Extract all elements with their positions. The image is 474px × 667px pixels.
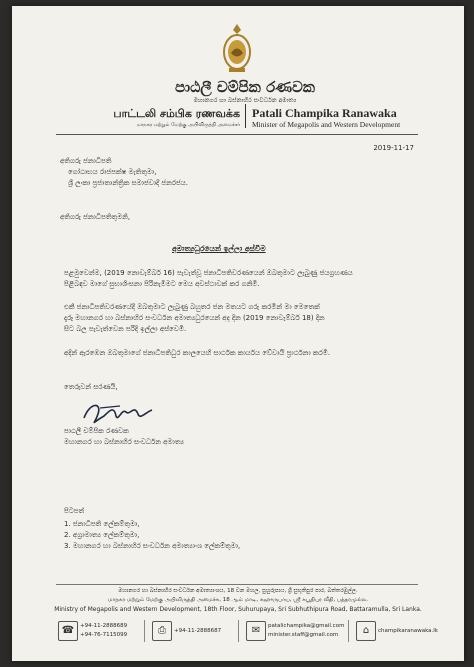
copy-recipient: 2. අග්‍රාමාත්‍ය ලේකම්තුමා, xyxy=(64,531,140,539)
paragraph-line: අදින් ඇරඹෙන ඔබතුමාගේ ජනාධිපතිධුර කාලයෙහි සාර්ථක කාර්යය වේවායි ප්‍රාර්ථනා කරමි. xyxy=(64,349,331,357)
addressee-line: අතිගරු ජනාධිපති xyxy=(60,157,112,165)
paragraph-line: පිළිබඳව මාගේ සුභාශිංසනා පිරිනැමීමට මෙය අවස්ථාවක් කර ගනිමි. xyxy=(64,280,260,288)
footer-rule xyxy=(56,584,418,585)
national-emblem-icon xyxy=(222,22,252,74)
website-icon: ⌂ xyxy=(356,621,376,641)
contact-divider xyxy=(348,620,349,642)
phone-number: +94-11-2888689 xyxy=(80,623,128,629)
paragraph-line: පළමුවෙන්ම, (2019 නොවැම්බර් 16) පැවැත්වූ ජනාධිපතිවරණයෙන් ඔබතුමාට ලැබුණු ජයග්‍රහණය xyxy=(64,269,353,277)
letterhead-title-english: Minister of Megapolis and Western Development xyxy=(252,120,401,129)
copies-label: පිටපත් xyxy=(64,507,85,515)
fax-icon: ⎙ xyxy=(152,621,172,641)
letter-page xyxy=(12,6,464,661)
letterhead-divider xyxy=(245,104,246,128)
salutation: අතිගරු ජනාධිපතිතුමනි, xyxy=(60,213,131,221)
copy-recipient: 1. ජනාධිපති ලේකම්තුමා, xyxy=(64,520,140,528)
letterhead-title-tamil: மாநகர மற்றும் மேற்கு அபிவிருத்தி அமைச்சர் xyxy=(136,122,240,128)
mobile-number: +94-76-7115099 xyxy=(80,632,128,638)
letterhead-name-tamil: பாட்டலி சம்பிக ரணவக்க xyxy=(113,107,240,120)
footer-contacts xyxy=(58,618,438,644)
footer-address-tamil: மாநகர மற்றும் மேற்கு அபிவிருத்தி அமைச்சு, 18 ஆம் மாடி, சுஹுருபாய, ஸ்ரீ சுபூதிபுர வீதி, பத்தரமுல்ல. xyxy=(108,597,368,603)
email-address: minister.staff@gmail.com xyxy=(268,632,339,638)
closing: තෙරුවන් සරණයි, xyxy=(64,383,118,391)
paragraph-line: සිට බල පැවැත්වෙන පරිදි ඉල්ලා අස්වෙමි. xyxy=(64,325,187,333)
signatory-name: පාඨලී චම්පික රණවක xyxy=(64,427,129,435)
phone-icon: ☎ xyxy=(58,621,78,641)
signature xyxy=(80,398,170,428)
contact-divider xyxy=(144,620,145,642)
fax-number: +94-11-2888687 xyxy=(174,628,222,634)
email-icon: ✉ xyxy=(246,621,266,641)
signatory-title: මහානගර හා බස්නාහිර සංවර්ධන අමාත්‍ය xyxy=(64,438,184,446)
addressee-line: ශ්‍රී ලංකා ප්‍රජාතාන්ත්‍රික සමාජවාදී ජනරජය. xyxy=(68,179,189,187)
letter-date: 2019-11-17 xyxy=(373,144,414,152)
paragraph-line: එකී ජනාධිපතිවරණයේදී ඔබතුමාට ලැබුණු බහුතර ජන මතයට ගරු කරමින් මා මෙතෙක් xyxy=(64,303,320,311)
footer-address-english: Ministry of Megapolis and Western Development, 18th Floor, Suhurupaya, Sri Subhuthipura Road, Battaramulla, Sri Lanka. xyxy=(54,606,422,613)
letterhead-name-english: Patali Champika Ranawaka xyxy=(252,106,397,120)
addressee-line: ගෝඨාභය රාජපක්ෂ මැතිතුමා, xyxy=(68,168,157,176)
footer-address-sinhala: මහානගර හා බස්නාහිර සංවර්ධන අමාත්‍යාංශය, 18 වන මහල, සුහුරුපාය, ශ්‍රී සුභූතිපුර පාර, බත්තරමුල්ල. xyxy=(118,588,358,594)
copy-recipient: 3. මහානගර හා බස්නාහිර සංවර්ධන අමාත්‍යාංශ ලේකම්තුමා, xyxy=(64,542,241,550)
letter-subject: අමාත්‍යධුරයෙන් ඉල්ලා අස්වීම xyxy=(172,244,266,253)
email-address: patalichampika@gmail.com xyxy=(268,623,345,629)
letterhead-title-sinhala: මහානගර හා බස්නාහිර සංවර්ධන අමාත්‍ය xyxy=(193,97,297,104)
website-url: champikaranawaka.lk xyxy=(378,628,438,634)
paragraph-line: දැරූ මහානගර හා බස්නාහිර සංවර්ධන අමාත්‍යධුරයෙන් අද දින (2019 නොවැම්බර් 18) දින xyxy=(64,314,325,322)
contact-divider xyxy=(238,620,239,642)
header-rule xyxy=(56,134,418,135)
letterhead-name-sinhala: පාඨලී චම්පික රණවක xyxy=(175,78,315,96)
